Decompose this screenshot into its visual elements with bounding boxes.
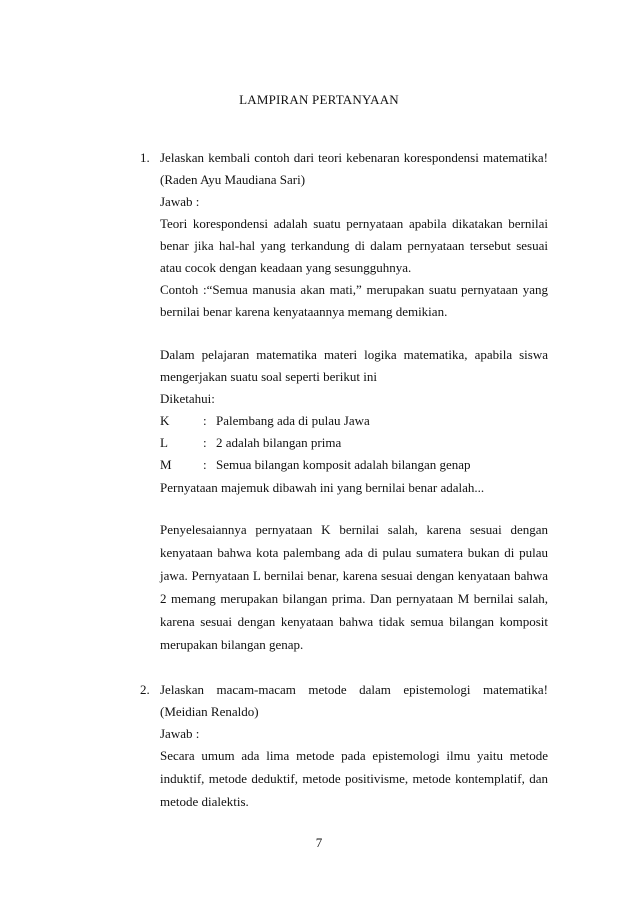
paragraph-line: mengerjakan suatu soal seperti berikut ini (160, 369, 377, 384)
page-title: LAMPIRAN PERTANYAAN (239, 92, 399, 107)
paragraph-line: induktif, metode deduktif, metode positivisme, metode kontemplatif, dan (160, 771, 548, 786)
paragraph-line: benar jika hal-hal yang terkandung di dalam pernyataan tersebut sesuai (160, 238, 548, 253)
paragraph-line: Teori korespondensi adalah suatu pernyataan apabila dikatakan bernilai (160, 216, 548, 231)
answer-label: Jawab : (160, 726, 200, 741)
paragraph-line: 2 memang merupakan bilangan prima. Dan pernyataan M bernilai salah, (160, 591, 548, 606)
given-item-text: Palembang ada di pulau Jawa (216, 413, 370, 428)
paragraph-line: bernilai benar karena kenyataannya memang demikian. (160, 304, 448, 319)
given-item-key: K (160, 413, 170, 428)
question-text: Jelaskan macam-macam metode dalam epistemologi matematika! (160, 682, 548, 697)
paragraph-line: karena sesuai dengan kenyataan bahwa tidak semua bilangan komposit (160, 614, 548, 629)
page-number: 7 (315, 835, 323, 850)
given-item-text: 2 adalah bilangan prima (216, 435, 342, 450)
given-label: Diketahui: (160, 391, 215, 406)
paragraph-line: Dalam pelajaran matematika materi logika matematika, apabila siswa (160, 347, 548, 362)
question-author: (Meidian Renaldo) (160, 704, 259, 719)
paragraph-line: Secara umum ada lima metode pada epistemologi ilmu yaitu metode (160, 748, 548, 763)
given-item-key: M (160, 457, 172, 472)
question-prompt: Pernyataan majemuk dibawah ini yang bernilai benar adalah... (160, 480, 485, 495)
given-item-key: L (160, 435, 168, 450)
paragraph-line: merupakan bilangan genap. (160, 637, 304, 652)
question-number: 2. (140, 682, 150, 697)
given-item-sep: : (203, 413, 207, 428)
paragraph-line: Contoh :“Semua manusia akan mati,” merupakan suatu pernyataan yang (160, 282, 548, 297)
question-number: 1. (140, 150, 150, 165)
paragraph-line: kenyataan bahwa kota palembang ada di pulau sumatera bukan di pulau (160, 545, 548, 560)
given-item-sep: : (203, 457, 207, 472)
paragraph-line: Penyelesaiannya pernyataan K bernilai salah, karena sesuai dengan (160, 522, 548, 537)
question-text: Jelaskan kembali contoh dari teori kebenaran korespondensi matematika! (160, 150, 548, 165)
question-author: (Raden Ayu Maudiana Sari) (160, 172, 306, 187)
answer-label: Jawab : (160, 194, 200, 209)
given-item-text: Semua bilangan komposit adalah bilangan genap (216, 457, 471, 472)
given-item-sep: : (203, 435, 207, 450)
paragraph-line: jawa. Pernyataan L bernilai benar, karena sesuai dengan kenyataan bahwa (160, 568, 548, 583)
paragraph-line: atau cocok dengan keadaan yang sesungguhnya. (160, 260, 412, 275)
paragraph-line: metode dialektis. (160, 794, 249, 809)
